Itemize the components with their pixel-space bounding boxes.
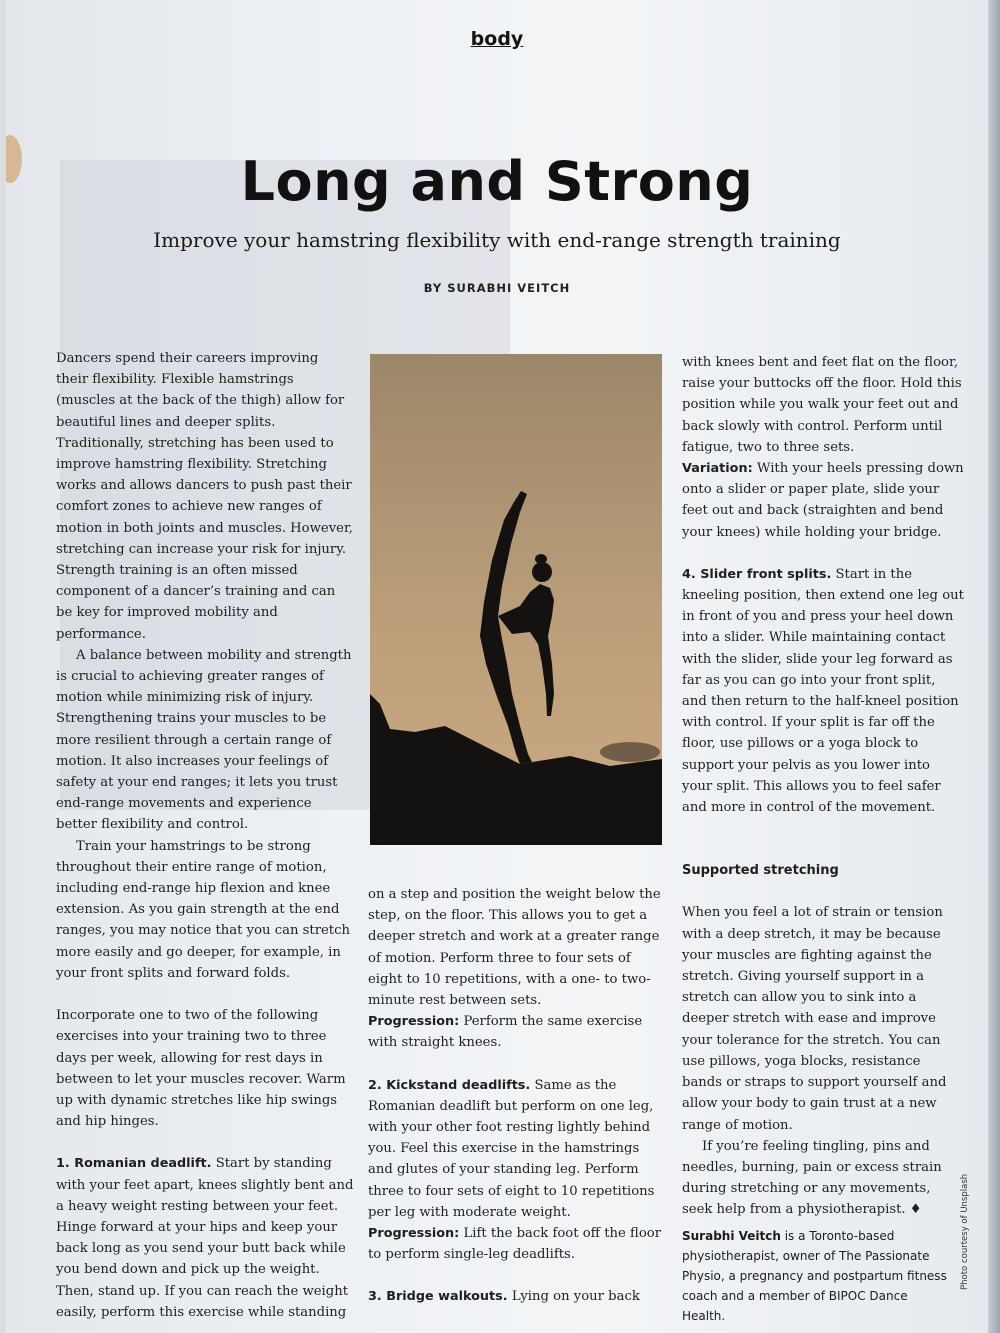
section-tag: body xyxy=(470,28,524,50)
exercise-3-text: Lying on your back xyxy=(507,1289,640,1304)
exercise-3-title: 3. Bridge walkouts. xyxy=(368,1289,508,1304)
progression-2 xyxy=(368,1223,666,1265)
balance-paragraph: A balance between mobility and strength is crucial to achieving greater ranges of motion while minimizing risk of injury. Strengthening trains your muscles to be more resilient through a certain range of motion. It also increases your feelings of safety at your end ranges; it lets you trust end-range movements and experience better flexibility and control. xyxy=(56,647,352,833)
exercise-2-title: 2. Kickstand deadlifts. xyxy=(368,1077,531,1093)
intro-paragraph: Dancers spend their careers improving their flexibility. Flexible hamstrings (muscles at the back of the thigh) allow for beautiful lines and deeper splits. Traditionally, stretching has been used to improve hamstring flexibility. Stretching works and allows dancers to push past their comfort zones to achieve new ranges of motion in both joints and muscles. However, stretching can increase your risk for injury. Strength training is an often missed component of a dancer’s training and can be key for improved mobility and performance. xyxy=(56,351,354,642)
exercise-3 xyxy=(368,1286,666,1307)
exercise-2 xyxy=(368,1075,666,1223)
variation-label: Variation: xyxy=(682,461,753,477)
author-bio xyxy=(682,1226,952,1326)
supported-stretching-paragraph: When you feel a lot of strain or tension with a deep stretch, it may be because your muscles are fighting against the stretch. Giving yourself support in a stretch can allow you to sink into a deeper stretch with ease and improve your tolerance for the stretch. You can use pillows, yoga blocks, resistance bands or straps to support yourself and allow your body to gain trust at a new range of motion. xyxy=(682,905,947,1133)
physio-paragraph: If you’re feeling tingling, pins and needles, burning, pain or excess strain during stretching or any movements, seek help from a physiotherapist. ♦ xyxy=(682,1138,942,1218)
article-subtitle: Improve your hamstring flexibility with end-range strength training xyxy=(153,228,841,252)
exercise-4 xyxy=(682,564,964,818)
author-name: Surabhi Veitch xyxy=(682,1229,781,1243)
exercise-1-continued: on a step and position the weight below the step, on the floor. This allows you to get a deeper stretch and work at a greater range of motion. Perform three to four sets of eight to 10 repetitions, with a one- to two-minute rest between sets. xyxy=(368,887,661,1009)
magazine-page xyxy=(6,0,988,1333)
photo-credit: Photo courtesy of Unsplash xyxy=(960,1173,970,1290)
variation-text: With your heels pressing down onto a slider or paper plate, slide your feet out and back (straighten and bend your knees) while holding your bridge. xyxy=(682,461,964,540)
incorporate-paragraph: Incorporate one to two of the following exercises into your training two to three days per week, allowing for rest days in between to let your muscles recover. Warm up with dynamic stretches like hip swings and hip hinges. xyxy=(56,1008,346,1130)
progression-2-label: Progression: xyxy=(368,1226,460,1242)
progression-1 xyxy=(368,1011,666,1053)
exercise-3-continued: with knees bent and feet flat on the floor, raise your buttocks off the floor. Hold this position while you walk your feet out and back slowly with control. Perform until fatigue, two to three sets. xyxy=(682,355,962,455)
progression-2-text: Lift the back foot off the floor to perform single-leg deadlifts. xyxy=(368,1226,662,1263)
dancer-silhouette-image xyxy=(370,354,662,845)
author-bio-text: is a Toronto-based physiotherapist, owner of The Passionate Physio, a pregnancy and postpartum fitness coach and a member of BIPOC Dance Health. xyxy=(682,1229,947,1323)
byline: BY SURABHI VEITCH xyxy=(423,281,571,295)
dancer-photo xyxy=(370,354,662,845)
page-edge xyxy=(988,0,1000,1333)
exercise-1-text: Start by standing with your feet apart, knees slightly bent and a heavy weight resting between your feet. Hinge forward at your hips and keep your back long as you send your butt back while you bend down and pick up the weight. Then, stand up. If you can reach the weight easily, perform this exercise while standing xyxy=(56,1156,354,1320)
exercise-1-title: 1. Romanian deadlift. xyxy=(56,1156,212,1172)
exercise-1 xyxy=(56,1153,354,1323)
exercise-2-text: Same as the Romanian deadlift but perform on one leg, with your other foot resting lightly behind you. Feel this exercise in the hamstrings and glutes of your standing leg. Perform three to four sets of eight to 10 repetitions per leg with moderate weight. xyxy=(368,1077,655,1220)
exercise-4-title: 4. Slider front splits. xyxy=(682,566,832,582)
exercise-4-text: Start in the kneeling position, then extend one leg out in front of you and press your heel down into a slider. While maintaining contact with the slider, slide your leg forward as far as you can go into your front split, and then return to the half-kneel position with control. If your split is far off the floor, use pillows or a yoga block to support your pelvis as you lower into your split. This allows you to feel safer and more in control of the movement. xyxy=(682,566,964,816)
variation xyxy=(682,458,964,543)
column-2 xyxy=(368,884,666,1265)
progression-1-label: Progression: xyxy=(368,1014,460,1030)
train-paragraph: Train your hamstrings to be strong throughout their entire range of motion, including end-range hip flexion and knee extension. As you gain strength at the end ranges, you may notice that you can stretch more easily and go deeper, for example, in your front splits and forward folds. xyxy=(56,838,350,981)
column-1 xyxy=(56,348,354,1323)
column-3 xyxy=(682,352,964,1221)
column-2-bottom xyxy=(368,1286,666,1307)
supported-stretching-heading: Supported stretching xyxy=(682,863,839,879)
article-title: Long and Strong xyxy=(240,150,754,213)
progression-1-text: Perform the same exercise with straight knees. xyxy=(368,1014,643,1051)
